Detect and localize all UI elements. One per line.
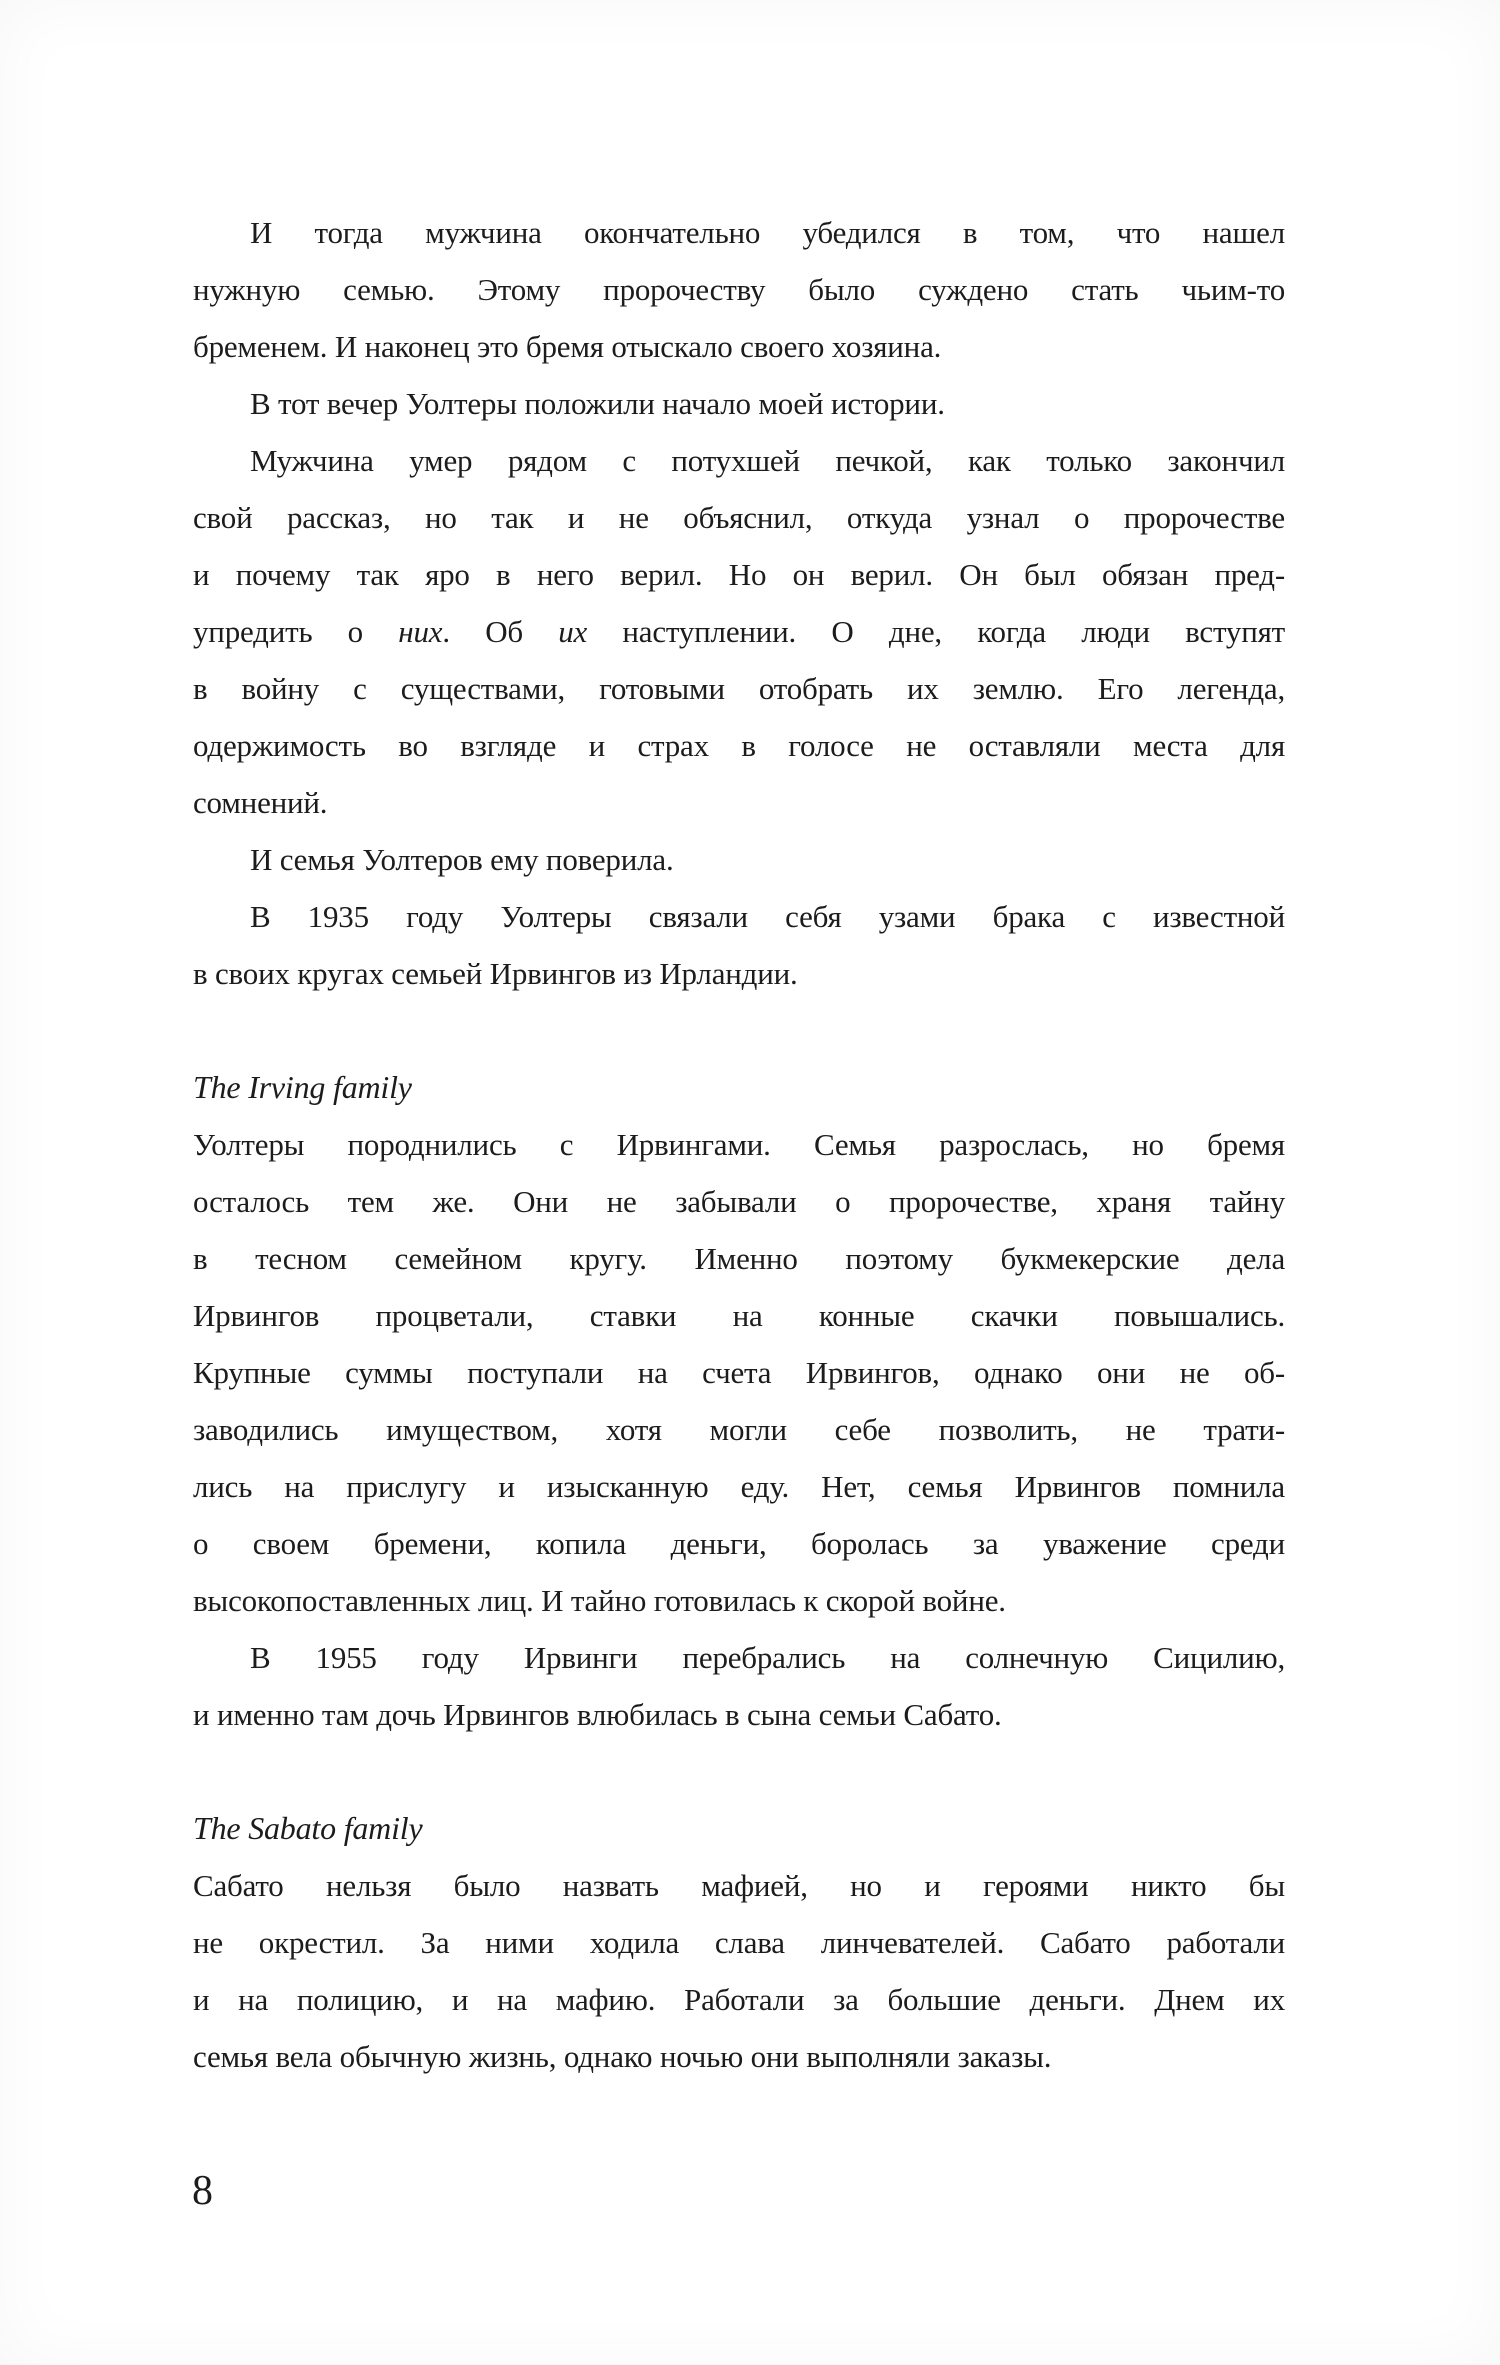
text-line: И семья Уолтеров ему поверила.	[250, 842, 674, 877]
heading-sabato-family: The Sabato family	[193, 1810, 423, 1846]
text-line: заводились имуществом, хотя могли себе позволить, не трати-	[193, 1412, 1285, 1447]
text-line: Мужчина умер рядом с потухшей печкой, как только закончил	[250, 443, 1285, 478]
text-line: осталось тем же. Они не забывали о пророчестве, храня тайну	[193, 1184, 1285, 1219]
paragraph	[193, 375, 1285, 432]
paragraph	[193, 432, 1285, 831]
heading-irving-family: The Irving family	[193, 1069, 412, 1105]
text-line: Уолтеры породнились с Ирвингами. Семья разрослась, но бремя	[193, 1127, 1285, 1162]
text-line: в войну с существами, готовыми отобрать их землю. Его легенда,	[193, 671, 1285, 706]
text-line: упредить о них. Об их наступлении. О дне, когда люди вступят	[193, 614, 1285, 649]
text-line: Ирвингов процветали, ставки на конные скачки повышались.	[193, 1298, 1285, 1333]
text-line: высокопоставленных лиц. И тайно готовилась к скорой войне.	[193, 1583, 1006, 1618]
text-line: одержимость во взгляде и страх в голосе не оставляли места для	[193, 728, 1285, 763]
text-line: о своем бремени, копила деньги, боролась за уважение среди	[193, 1526, 1285, 1561]
paragraph	[193, 888, 1285, 1002]
paragraph	[193, 831, 1285, 888]
paragraph	[193, 1857, 1285, 2085]
text-line: и именно там дочь Ирвингов влюбилась в сына семьи Сабато.	[193, 1697, 1002, 1732]
text-line: свой рассказ, но так и не объяснил, откуда узнал о пророчестве	[193, 500, 1285, 535]
page-number: 8	[192, 2168, 213, 2214]
paragraph	[193, 1116, 1285, 1629]
text-line: В тот вечер Уолтеры положили начало моей истории.	[250, 386, 945, 421]
text-line: не окрестил. За ними ходила слава линчевателей. Сабато работали	[193, 1925, 1285, 1960]
text-line: Крупные суммы поступали на счета Ирвингов, однако они не об-	[193, 1355, 1285, 1390]
text-column	[193, 204, 1285, 2085]
text-line: В 1955 году Ирвинги перебрались на солнечную Сицилию,	[250, 1640, 1285, 1675]
text-line: Сабато нельзя было назвать мафией, но и героями никто бы	[193, 1868, 1285, 1903]
text-line: семья вела обычную жизнь, однако ночью они выполняли заказы.	[193, 2039, 1052, 2074]
paragraph	[193, 204, 1285, 375]
text-line: В 1935 году Уолтеры связали себя узами брака с известной	[250, 899, 1285, 934]
text-line: нужную семью. Этому пророчеству было суждено стать чьим-то	[193, 272, 1285, 307]
text-line: бременем. И наконец это бремя отыскало своего хозяина.	[193, 329, 942, 364]
text-line: в своих кругах семьей Ирвингов из Ирландии.	[193, 956, 798, 991]
text-line: лись на прислугу и изысканную еду. Нет, семья Ирвингов помнила	[193, 1469, 1285, 1504]
paragraph	[193, 1629, 1285, 1743]
text-line: и на полицию, и на мафию. Работали за большие деньги. Днем их	[193, 1982, 1285, 2017]
text-line: в тесном семейном кругу. Именно поэтому букмекерские дела	[193, 1241, 1285, 1276]
text-line: И тогда мужчина окончательно убедился в том, что нашел	[250, 215, 1285, 250]
text-line: сомнений.	[193, 785, 328, 820]
text-line: и почему так яро в него верил. Но он верил. Он был обязан пред-	[193, 557, 1285, 592]
